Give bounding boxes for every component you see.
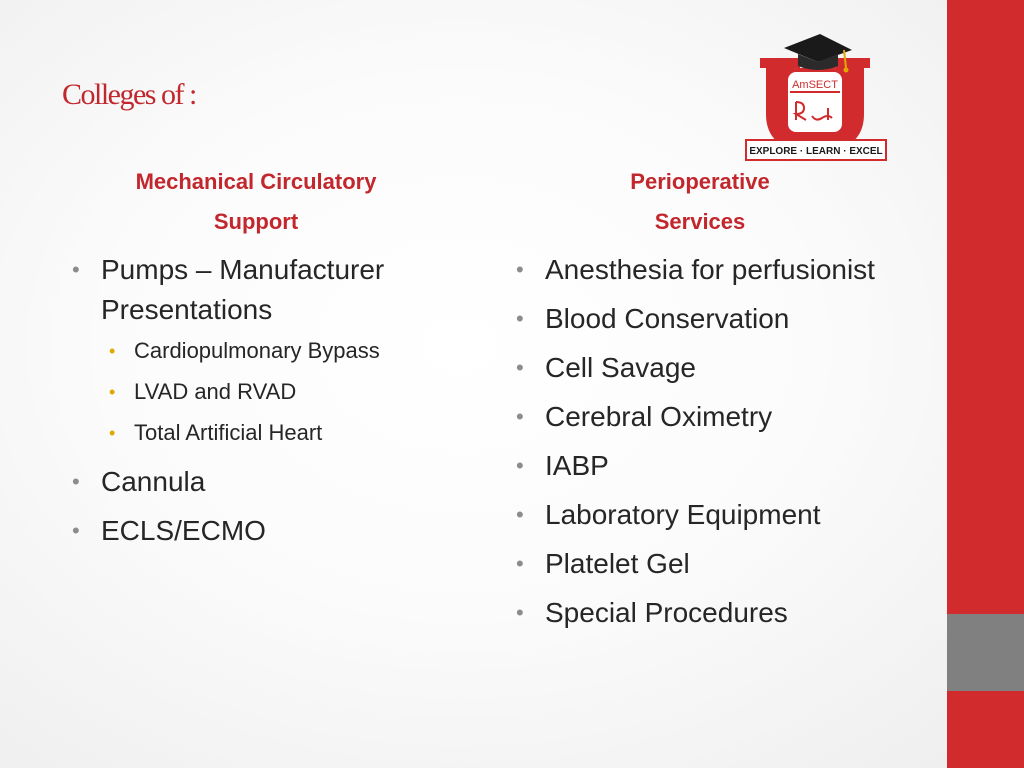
right-heading-line1: Perioperative <box>630 169 770 194</box>
sub-list-item-label: Total Artificial Heart <box>134 420 323 445</box>
bullet-icon: • <box>72 518 80 543</box>
list-item <box>516 544 896 584</box>
left-column-heading <box>76 162 436 242</box>
sub-bullet-icon: • <box>109 423 116 443</box>
right-bullet-list <box>516 250 896 642</box>
sub-list-item <box>72 375 452 409</box>
left-heading-line1: Mechanical Circulatory <box>135 169 377 194</box>
sidebar-accent-grey <box>947 614 1024 691</box>
list-item <box>516 593 896 633</box>
sub-list-item-label: LVAD and RVAD <box>134 379 297 404</box>
list-item <box>72 250 452 330</box>
sidebar-accent-red <box>947 0 1024 614</box>
bullet-icon: • <box>516 600 524 625</box>
sub-bullet-icon: • <box>109 341 116 361</box>
list-item-label: Platelet Gel <box>545 548 690 579</box>
list-item-label: Cannula <box>101 466 206 497</box>
list-item <box>516 397 896 437</box>
sidebar-accent-red-bottom <box>947 691 1024 768</box>
list-item <box>516 446 896 486</box>
sub-bullet-icon: • <box>109 382 116 402</box>
sub-list-item <box>72 334 452 368</box>
sub-list-item-label: Cardiopulmonary Bypass <box>134 338 380 363</box>
bullet-icon: • <box>516 453 524 478</box>
logo-badge-text: AmSECT <box>792 79 838 91</box>
amsect-logo <box>742 28 888 164</box>
list-item <box>516 348 896 388</box>
bullet-icon: • <box>516 551 524 576</box>
logo-tagline: EXPLORE · LEARN · EXCEL <box>749 146 883 157</box>
bullet-icon: • <box>516 404 524 429</box>
bullet-icon: • <box>72 469 80 494</box>
list-item <box>516 250 896 290</box>
list-item-label: IABP <box>545 450 609 481</box>
list-item <box>72 511 452 551</box>
list-item-label: Blood Conservation <box>545 303 790 334</box>
list-item-label: Cerebral Oximetry <box>545 401 773 432</box>
bullet-icon: • <box>72 257 80 282</box>
list-item <box>516 495 896 535</box>
bullet-icon: • <box>516 502 524 527</box>
bullet-icon: • <box>516 355 524 380</box>
left-heading-line2: Support <box>213 209 299 234</box>
bullet-icon: • <box>516 306 524 331</box>
list-item-label: Pumps – Manufacturer Presentations <box>101 254 385 325</box>
right-heading-line2: Services <box>654 209 746 234</box>
sub-list-item <box>72 416 452 450</box>
list-item <box>516 299 896 339</box>
bullet-icon: • <box>516 257 524 282</box>
list-item-label: Laboratory Equipment <box>545 499 821 530</box>
list-item <box>72 462 452 502</box>
right-column-heading <box>520 162 880 242</box>
left-bullet-list <box>72 250 452 560</box>
slide-title: Colleges of : <box>62 78 196 111</box>
list-item-label: Cell Savage <box>545 352 696 383</box>
list-item-label: Special Procedures <box>545 597 788 628</box>
list-item-label: ECLS/ECMO <box>101 515 266 546</box>
list-item-label: Anesthesia for perfusionist <box>545 254 875 285</box>
